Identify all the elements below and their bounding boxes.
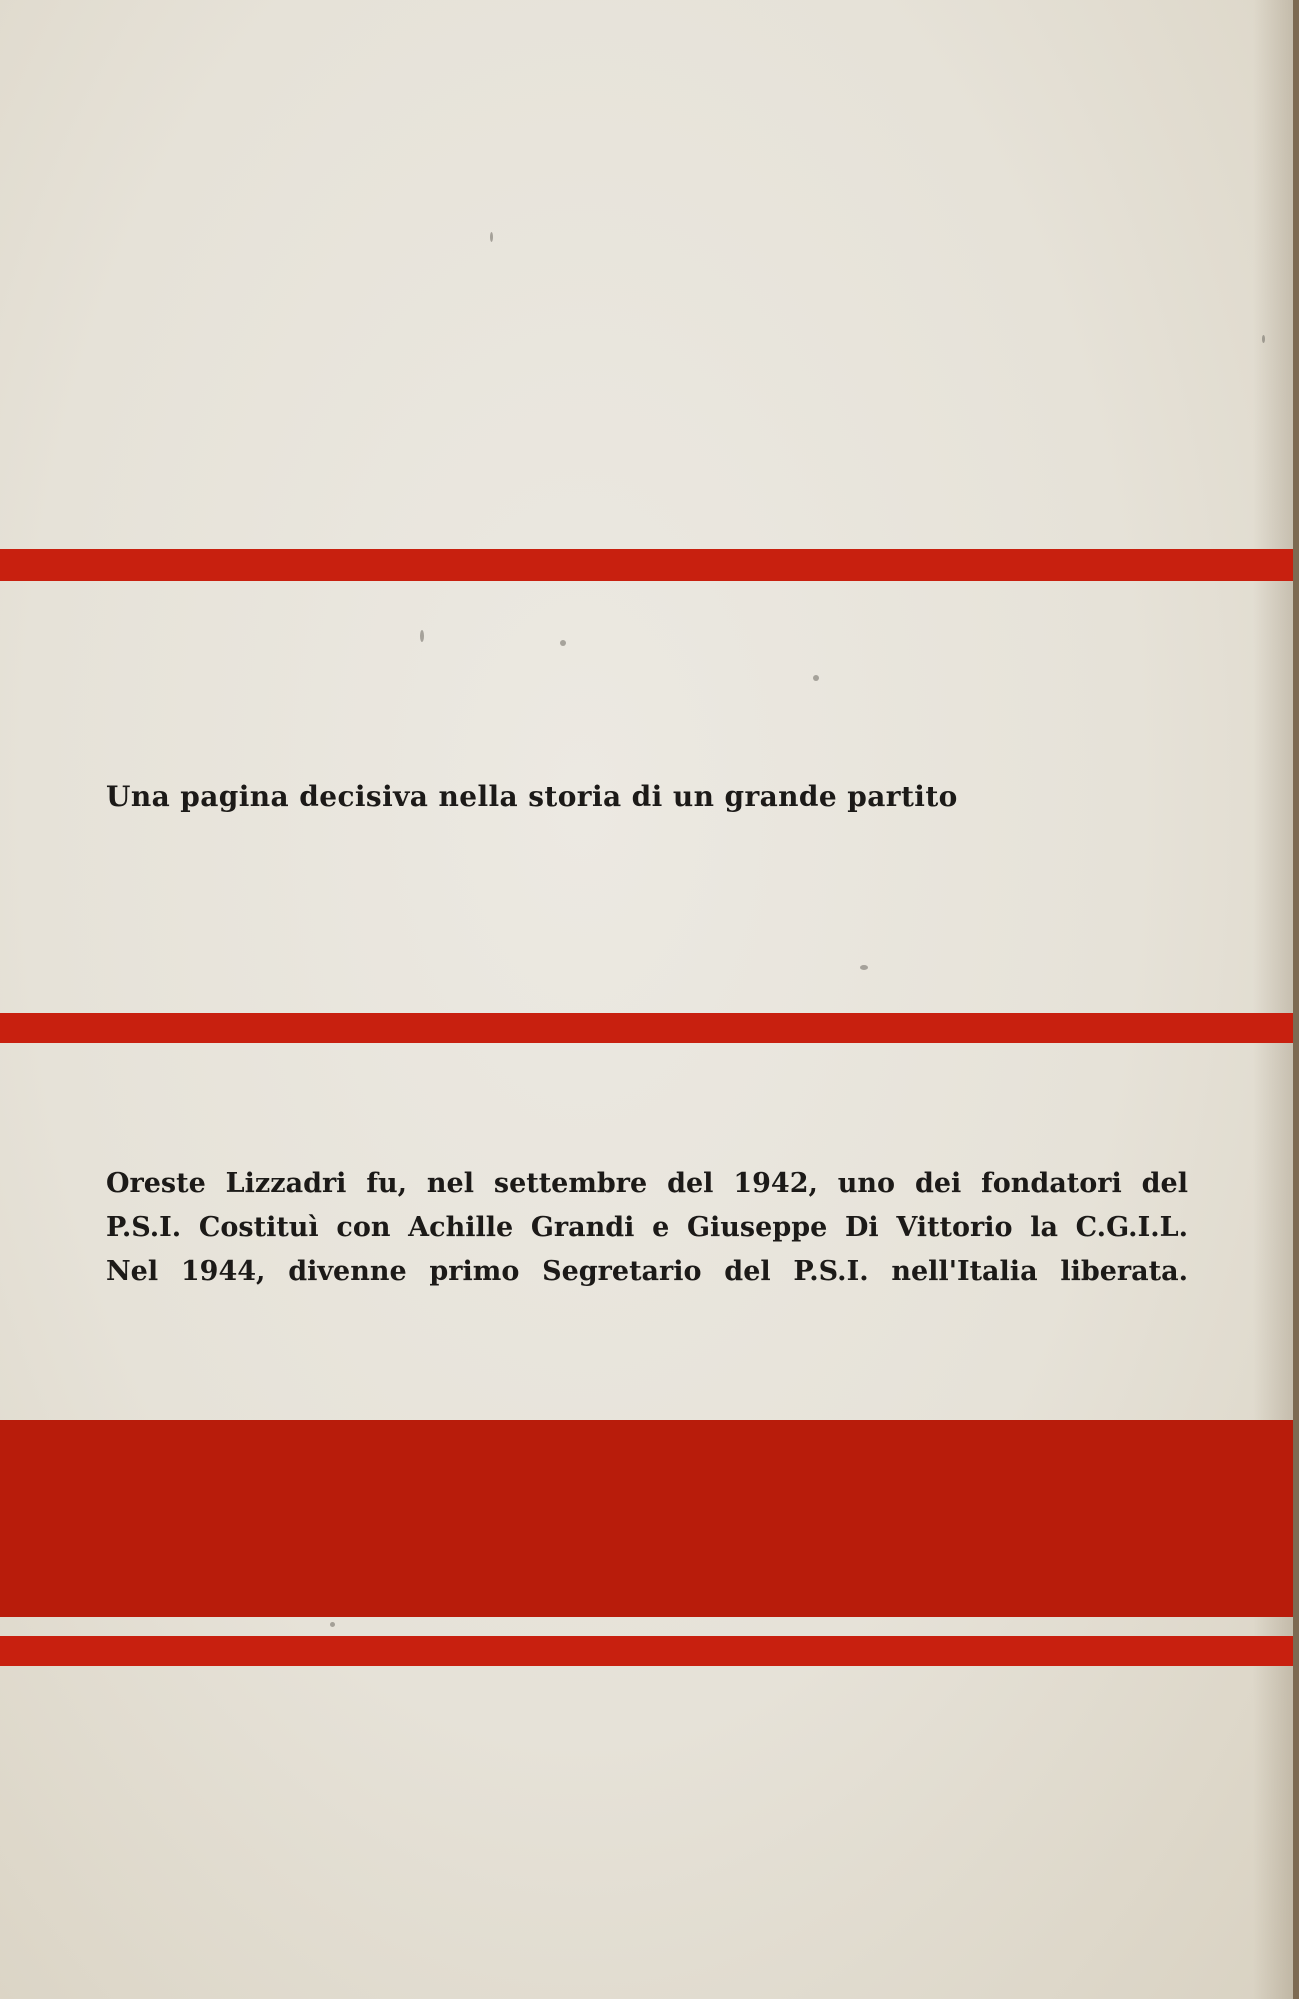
author-bio-line-2: P.S.I. Costituì con Achille Grandi e Giuseppe Di Vittorio la C.G.I.L. — [106, 1212, 1188, 1243]
paper-speck — [490, 232, 493, 242]
paper-speck — [330, 1622, 335, 1627]
paper-speck — [860, 965, 868, 970]
red-stripe-top — [0, 549, 1293, 581]
paper-speck — [560, 640, 566, 646]
cover-edge-shadow — [1253, 0, 1293, 1999]
red-stripe-bottom — [0, 1636, 1293, 1666]
tagline: Una pagina decisiva nella storia di un grande partito — [106, 780, 958, 813]
red-band-wide — [0, 1420, 1293, 1617]
paper-speck — [813, 675, 819, 681]
paper-speck — [420, 630, 424, 642]
author-bio-line-1: Oreste Lizzadri fu, nel settembre del 1942, uno dei fondatori del — [106, 1168, 1188, 1199]
red-stripe-middle — [0, 1013, 1293, 1043]
paper-speck — [1262, 335, 1265, 343]
author-bio — [106, 1162, 1188, 1294]
author-bio-line-3: Nel 1944, divenne primo Segretario del P.S.I. nell'Italia liberata. — [106, 1256, 1188, 1287]
